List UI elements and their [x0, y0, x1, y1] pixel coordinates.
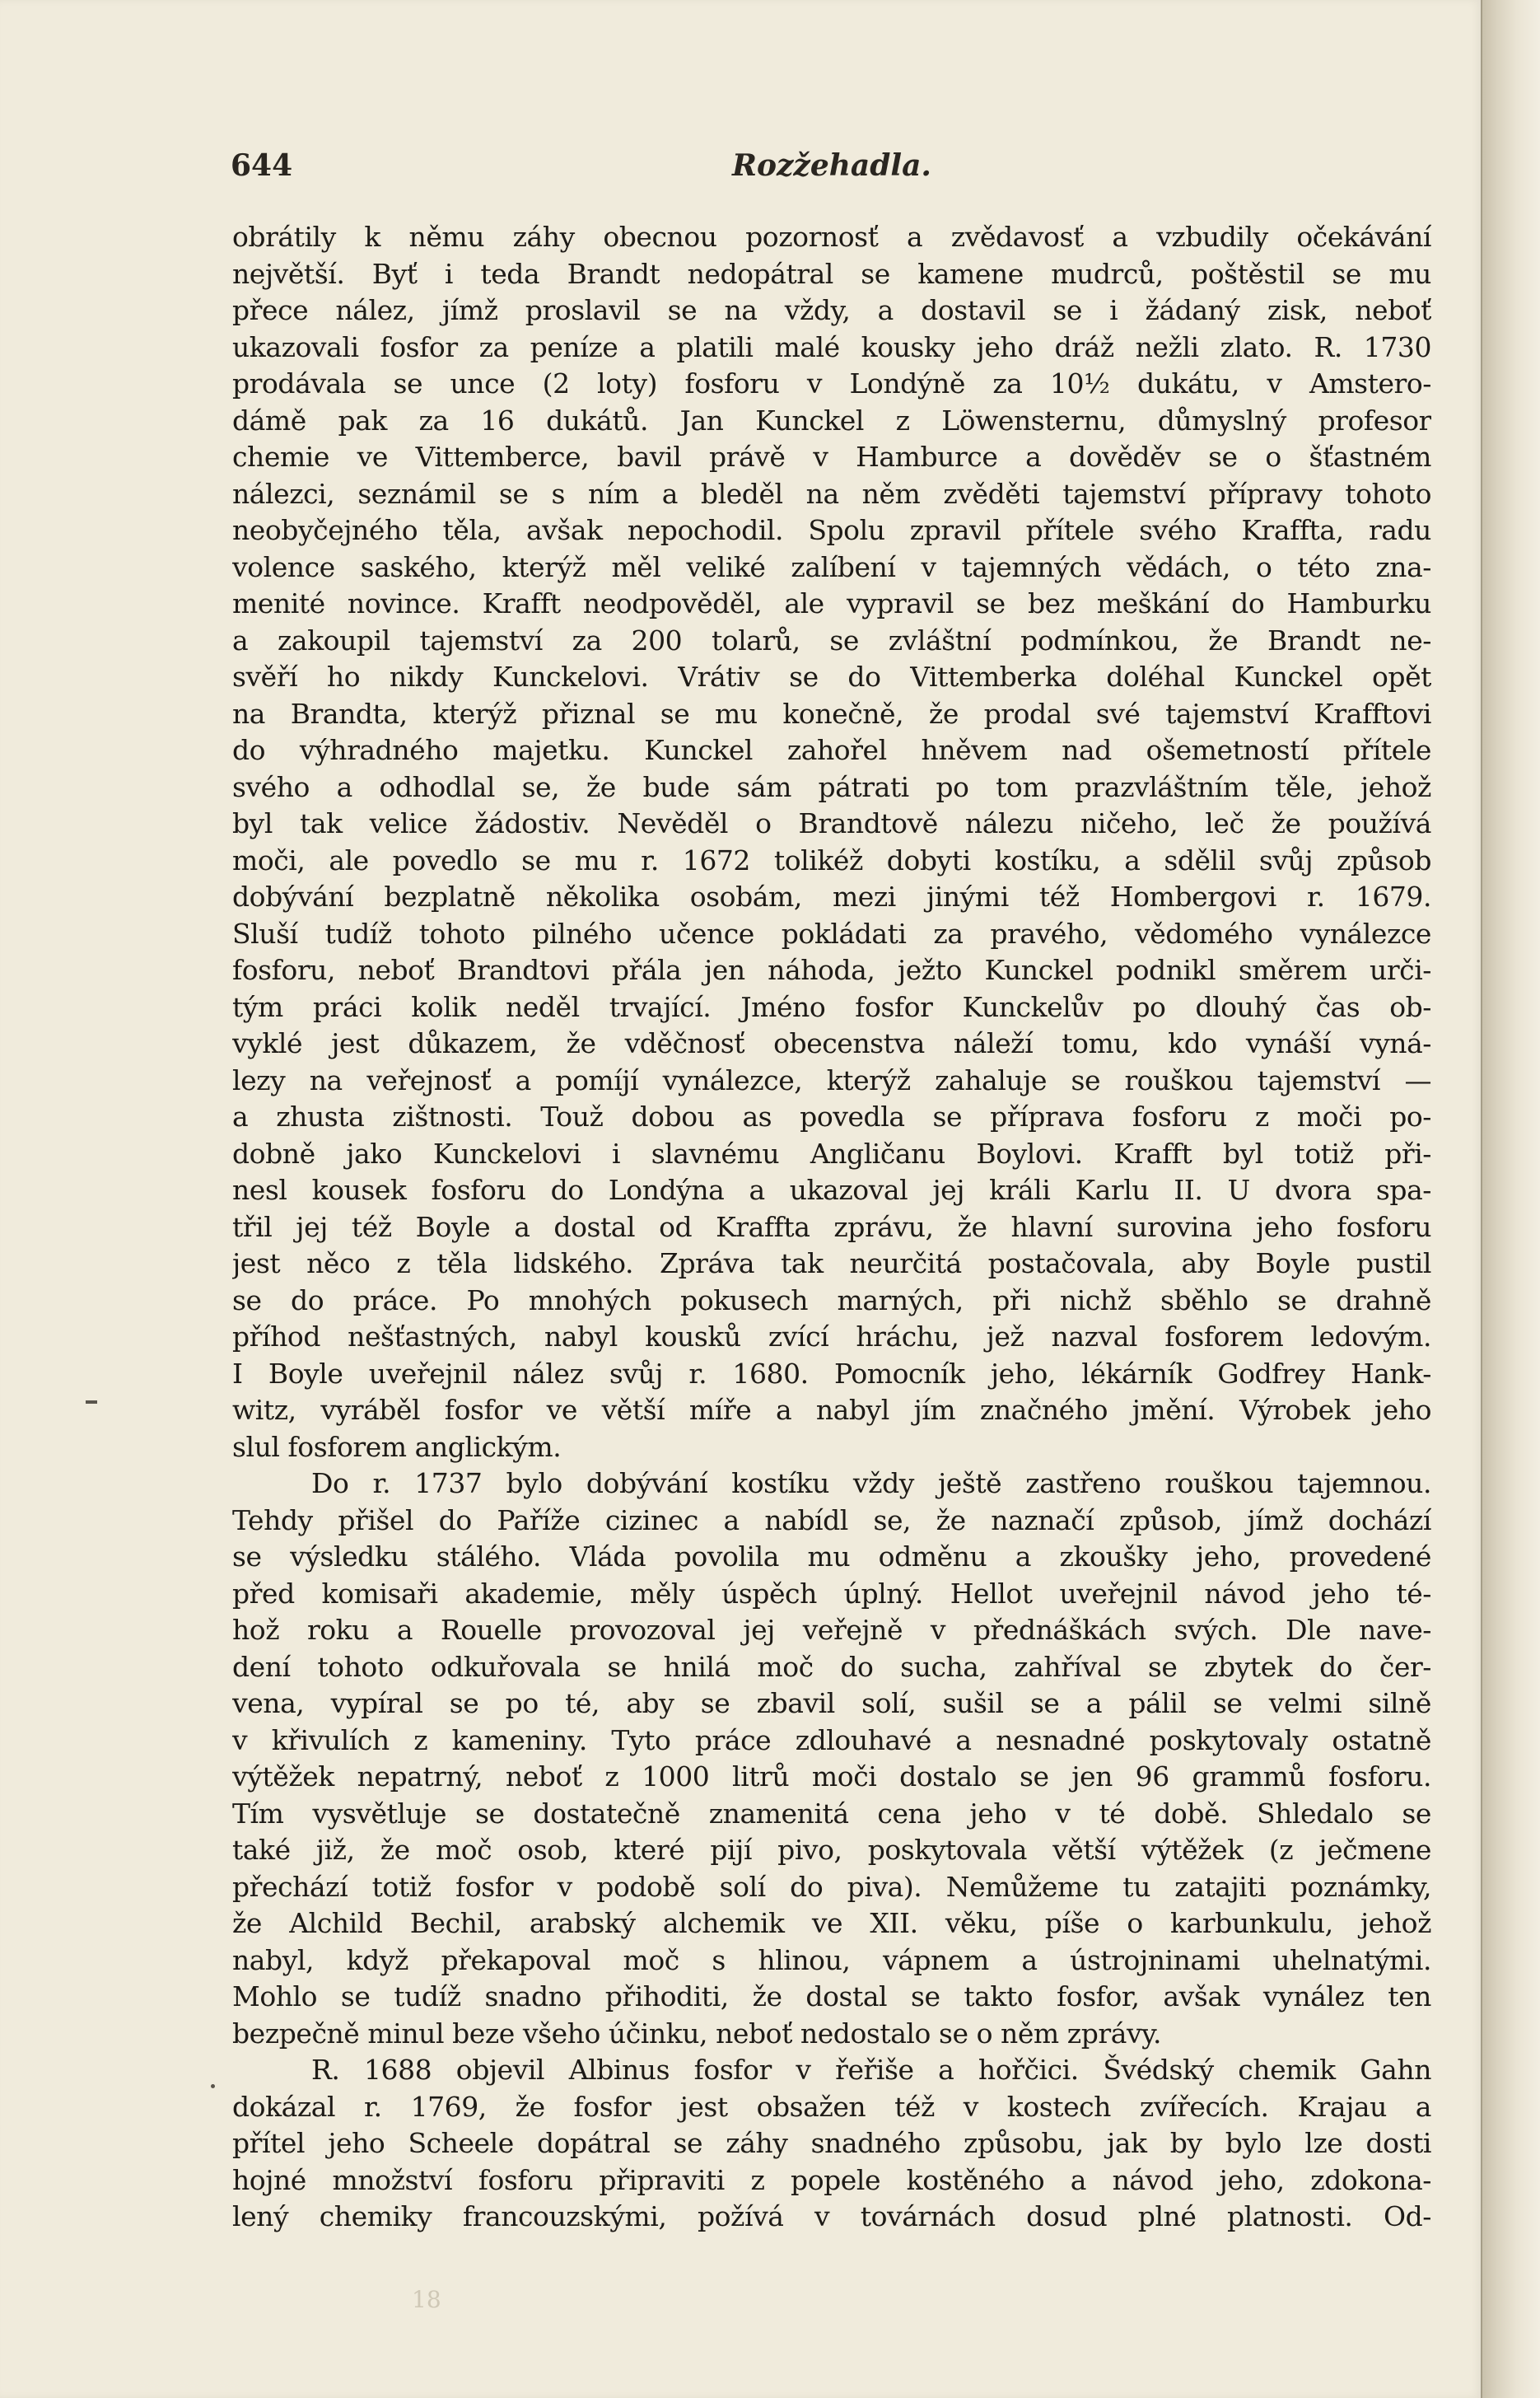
text-line: neobyčejného těla, avšak nepochodil. Spolu zpravil přítele svého Kraffta, radu	[232, 514, 1431, 546]
text-line: v křivulích z kameniny. Tyto práce zdlouhavé a nesnadné poskytovaly ostatně	[232, 1723, 1431, 1756]
text-line: přechází totiž fosfor v podobě solí do piva). Nemůžeme tu zatajiti poznámky,	[232, 1870, 1431, 1903]
text-line: třil jej též Boyle a dostal od Kraffta zprávu, že hlavní surovina jeho fosforu	[232, 1210, 1431, 1243]
text-line: Mohlo se tudíž snadno přihoditi, že dostal se takto fosfor, avšak vynález ten	[232, 1980, 1431, 2012]
page-number: 644	[231, 148, 293, 183]
text-line: se do práce. Po mnohých pokusech marných, při nichž sběhlo se drahně	[232, 1283, 1431, 1316]
text-line: a zhusta zištnosti. Touž dobou as povedla se příprava fosforu z moči po-	[232, 1101, 1431, 1133]
text-line: nesl kousek fosforu do Londýna a ukazoval jej králi Karlu II. U dvora spa-	[232, 1174, 1431, 1206]
text-line: před komisaři akademie, měly úspěch úplný. Hellot uveřejnil návod jeho té-	[232, 1577, 1431, 1610]
text-line: že Alchild Bechil, arabský alchemik ve XII. věku, píše o karbunkulu, jehož	[232, 1907, 1431, 1939]
text-line: chemie ve Vittemberce, bavil právě v Hamburce a dověděv se o šťastném	[232, 441, 1431, 473]
text-line: hož roku a Rouelle provozoval jej veřejně v přednáškách svých. Dle nave-	[232, 1614, 1431, 1646]
text-line: vyklé jest důkazem, že vděčnosť obecenstva náleží tomu, kdo vynáší vyná-	[232, 1027, 1431, 1059]
text-line: nabyl, když překapoval moč s hlinou, vápnem a ústrojninami uhelnatými.	[232, 1943, 1431, 1976]
text-line: dokázal r. 1769, že fosfor jest obsažen též v kostech zvířecích. Krajau a	[232, 2090, 1431, 2123]
text-line: R. 1688 objevil Albinus fosfor v řeřiše a hořčici. Švédský chemik Gahn	[311, 2054, 1431, 2086]
page-header	[231, 148, 1433, 198]
text-line: do výhradného majetku. Kunckel zahořel hněvem nad ošemetností přítele	[232, 734, 1431, 766]
text-line: svého a odhodlal se, že bude sám pátrati po tom prazvláštním těle, jehož	[232, 770, 1431, 803]
text-line: a zakoupil tajemství za 200 tolarů, se zvláštní podmínkou, že Brandt ne-	[232, 624, 1431, 657]
text-line: největší. Byť i teda Brandt nedopátral se kamene mudrců, poštěstil se mu	[232, 257, 1431, 290]
text-line: dení tohoto odkuřovala se hnilá moč do sucha, zahříval se zbytek do čer-	[232, 1650, 1431, 1683]
text-line: hojné množství fosforu připraviti z popele kostěného a návod jeho, zdokona-	[232, 2163, 1431, 2196]
text-line: obrátily k němu záhy obecnou pozornosť a zvědavosť a vzbudily očekávání	[232, 221, 1431, 253]
text-line: nálezci, seznámil se s ním a bleděl na něm zvěděti tajemství přípravy tohoto	[232, 477, 1431, 510]
text-line: dobývání bezplatně několika osobám, mezi jinými též Hombergovi r. 1679.	[232, 881, 1431, 913]
facing-page-edge	[1482, 0, 1540, 2398]
text-line: prodávala se unce (2 loty) fosforu v Londýně za 10½ dukátu, v Amstero-	[232, 367, 1431, 400]
text-line: na Brandta, kterýž přiznal se mu konečně, že prodal své tajemství Krafftovi	[232, 697, 1431, 730]
text-line: jest něco z těla lidského. Zpráva tak neurčitá postačovala, aby Boyle pustil	[232, 1247, 1431, 1279]
text-line: lezy na veřejnosť a pomíjí vynálezce, kterýž zahaluje se rouškou tajemství —	[232, 1063, 1431, 1096]
text-line: výtěžek nepatrný, neboť z 1000 litrů moči dostalo se jen 96 grammů fosforu.	[232, 1760, 1431, 1793]
text-line: Sluší tudíž tohoto pilného učence pokládati za pravého, vědomého vynálezce	[232, 917, 1431, 950]
bleed-through-mark: 18	[412, 2286, 441, 2313]
text-line: byl tak velice žádostiv. Nevěděl o Brandtově nálezu ničeho, leč že používá	[232, 807, 1431, 839]
text-line: menité novince. Krafft neodpověděl, ale vypravil se bez meškání do Hamburku	[232, 587, 1431, 619]
text-line: volence saského, kterýž měl veliké zalíbení v tajemných vědách, o této zna-	[232, 550, 1431, 583]
text-line: příhod nešťastných, nabyl kousků zvící hráchu, jež nazval fosforem ledovým.	[232, 1321, 1431, 1353]
margin-dash-mark	[86, 1400, 97, 1404]
text-line: se výsledku stálého. Vláda povolila mu odměnu a zkoušky jeho, provedené	[232, 1540, 1431, 1573]
text-line: vena, vypíral se po té, aby se zbavil solí, sušil se a pálil se velmi silně	[232, 1687, 1431, 1719]
text-line: lený chemiky francouzskými, požívá v továrnách dosud plné platnosti. Od-	[232, 2200, 1431, 2232]
text-line: přece nález, jímž proslavil se na vždy, a dostavil se i žádaný zisk, neboť	[232, 294, 1431, 326]
text-line: moči, ale povedlo se mu r. 1672 tolikéž dobyti kostíku, a sdělil svůj způsob	[232, 844, 1431, 876]
text-line: přítel jeho Scheele dopátral se záhy snadného způsobu, jak by bylo lze dosti	[232, 2127, 1431, 2159]
text-line: slul fosforem anglickým.	[232, 1430, 562, 1463]
text-line: witz, vyráběl fosfor ve větší míře a nabyl jím značného jmění. Výrobek jeho	[232, 1394, 1431, 1426]
text-line: Tím vysvětluje se dostatečně znamenitá cena jeho v té době. Shledalo se	[232, 1797, 1431, 1830]
text-line: bezpečně minul beze všeho účinku, neboť nedostalo se o něm zprávy.	[232, 2017, 1162, 2050]
body-text	[232, 219, 1431, 2236]
text-line: dobně jako Kunckelovi i slavnému Angličanu Boylovi. Krafft byl totiž při-	[232, 1137, 1431, 1170]
text-line: Do r. 1737 bylo dobývání kostíku vždy ještě zastřeno rouškou tajemnou.	[311, 1467, 1431, 1499]
text-line: svěří ho nikdy Kunckelovi. Vrátiv se do Vittemberka doléhal Kunckel opět	[232, 661, 1431, 693]
margin-dot-mark	[211, 2084, 215, 2088]
text-line: tým práci kolik neděl trvající. Jméno fosfor Kunckelův po dlouhý čas ob-	[232, 990, 1431, 1023]
text-line: ukazovali fosfor za peníze a platili malé kousky jeho dráž nežli zlato. R. 1730	[232, 330, 1431, 363]
text-line: také již, že moč osob, které pijí pivo, poskytovala větší výtěžek (z ječmene	[232, 1834, 1431, 1866]
text-line: dámě pak za 16 dukátů. Jan Kunckel z Löwensternu, důmyslný profesor	[232, 404, 1431, 437]
text-line: fosforu, neboť Brandtovi přála jen náhoda, ježto Kunckel podnikl směrem urči-	[232, 954, 1431, 986]
text-line: Tehdy přišel do Paříže cizinec a nabídl se, že naznačí způsob, jímž dochází	[232, 1503, 1431, 1536]
text-line: I Boyle uveřejnil nález svůj r. 1680. Pomocník jeho, lékárník Godfrey Hank-	[232, 1357, 1431, 1390]
running-title: Rozžehadla.	[732, 148, 931, 183]
